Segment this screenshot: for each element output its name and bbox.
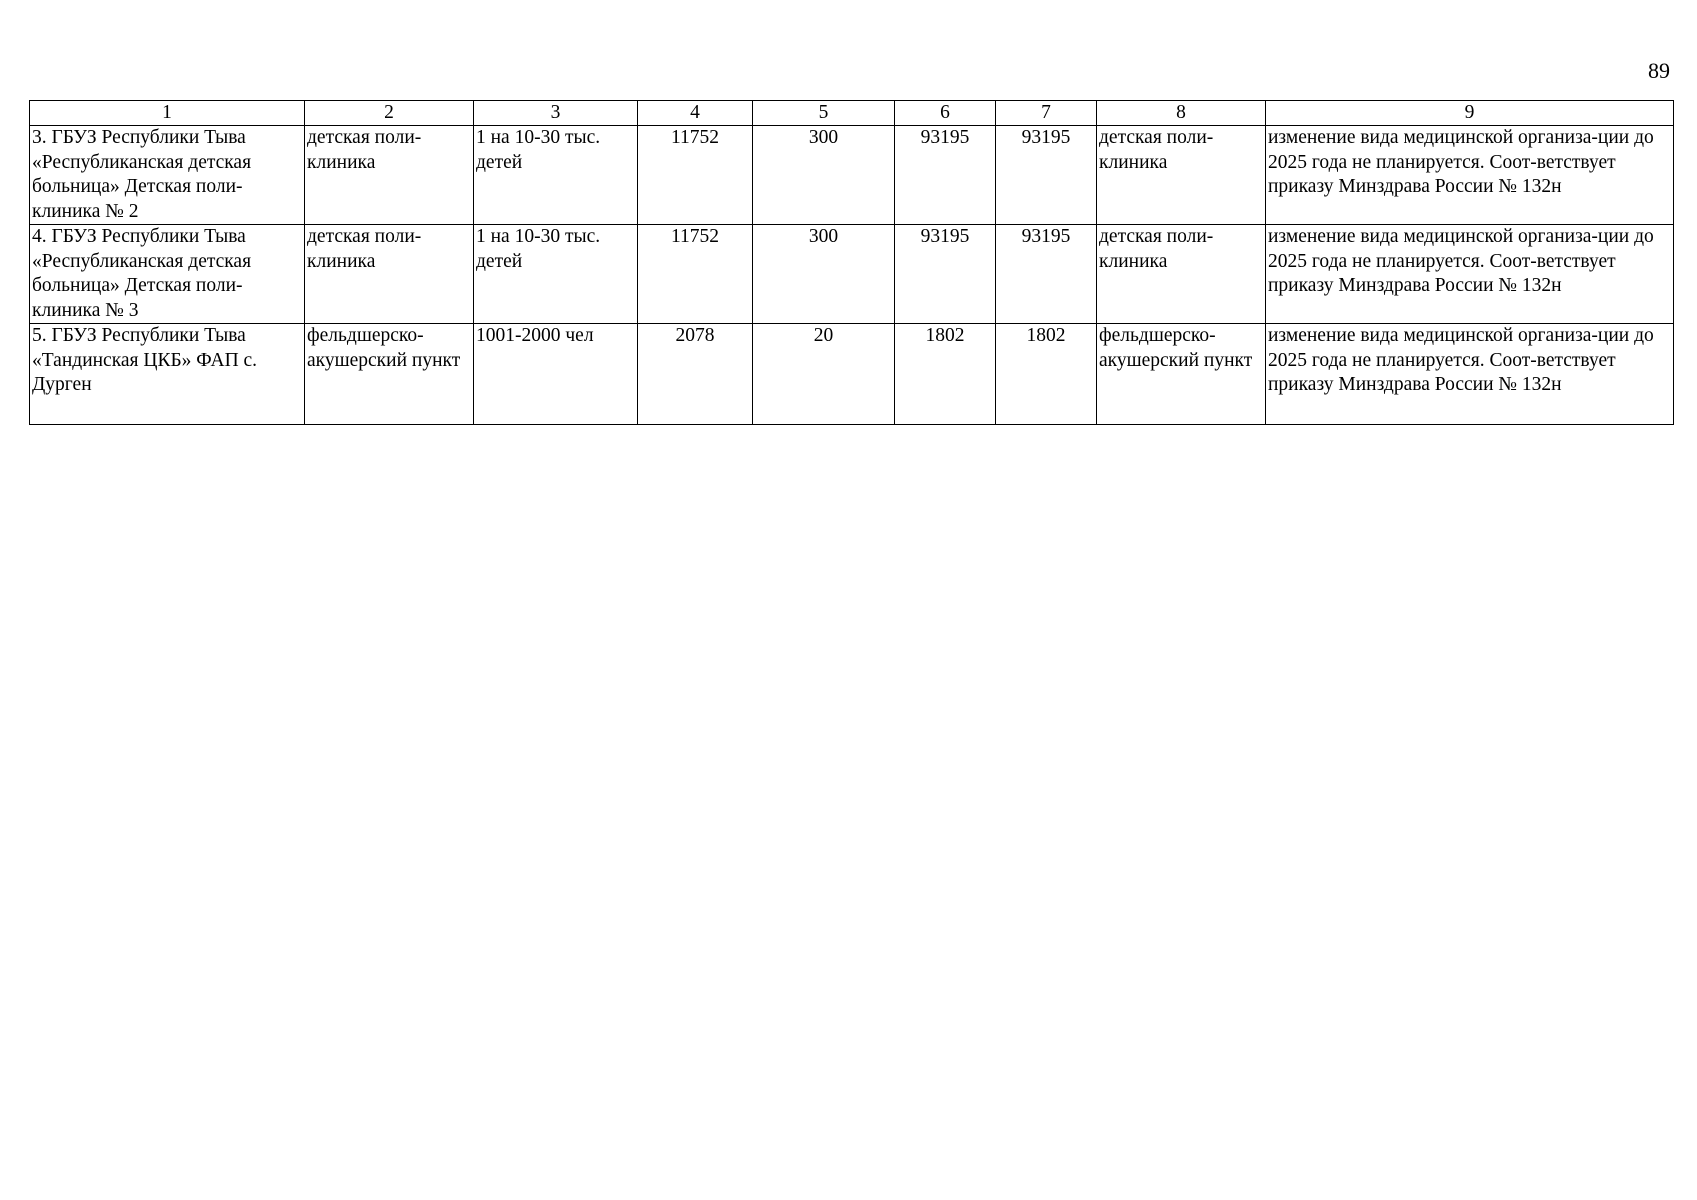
col5-cell: 20 bbox=[753, 324, 895, 425]
col7-cell: 1802 bbox=[996, 324, 1097, 425]
facilities-table bbox=[29, 100, 1674, 425]
header-cell-8: 8 bbox=[1097, 101, 1266, 126]
header-cell-2: 2 bbox=[305, 101, 474, 126]
recommended-type-cell: детская поли-клиника bbox=[1097, 225, 1266, 324]
table-row bbox=[30, 126, 1674, 225]
note-cell: изменение вида медицинской организа-ции до 2025 года не планируется. Соот-ветствует приказу Минздрава России № 132н bbox=[1266, 324, 1674, 425]
col4-cell: 11752 bbox=[638, 225, 753, 324]
header-row bbox=[30, 101, 1674, 126]
table-row bbox=[30, 324, 1674, 425]
organization-cell: 4. ГБУЗ Республики Тыва «Республиканская детская больница» Детская поли-клиника № 3 bbox=[30, 225, 305, 324]
recommended-type-cell: детская поли-клиника bbox=[1097, 126, 1266, 225]
col6-cell: 93195 bbox=[895, 225, 996, 324]
header-cell-3: 3 bbox=[474, 101, 638, 126]
header-cell-1: 1 bbox=[30, 101, 305, 126]
norm-cell: 1001-2000 чел bbox=[474, 324, 638, 425]
page-number: 89 bbox=[1648, 58, 1670, 83]
header-cell-7: 7 bbox=[996, 101, 1097, 126]
norm-cell: 1 на 10-30 тыс. детей bbox=[474, 225, 638, 324]
col4-cell: 11752 bbox=[638, 126, 753, 225]
col6-cell: 93195 bbox=[895, 126, 996, 225]
table-row bbox=[30, 225, 1674, 324]
note-cell: изменение вида медицинской организа-ции до 2025 года не планируется. Соот-ветствует приказу Минздрава России № 132н bbox=[1266, 225, 1674, 324]
col6-cell: 1802 bbox=[895, 324, 996, 425]
type-cell: детская поли-клиника bbox=[305, 126, 474, 225]
note-cell: изменение вида медицинской организа-ции до 2025 года не планируется. Соот-ветствует приказу Минздрава России № 132н bbox=[1266, 126, 1674, 225]
header-cell-9: 9 bbox=[1266, 101, 1674, 126]
header-cell-5: 5 bbox=[753, 101, 895, 126]
col5-cell: 300 bbox=[753, 126, 895, 225]
organization-cell: 3. ГБУЗ Республики Тыва «Республиканская детская больница» Детская поли-клиника № 2 bbox=[30, 126, 305, 225]
header-cell-6: 6 bbox=[895, 101, 996, 126]
norm-cell: 1 на 10-30 тыс. детей bbox=[474, 126, 638, 225]
col5-cell: 300 bbox=[753, 225, 895, 324]
col7-cell: 93195 bbox=[996, 126, 1097, 225]
organization-cell: 5. ГБУЗ Республики Тыва «Тандинская ЦКБ» ФАП с. Дурген bbox=[30, 324, 305, 425]
col4-cell: 2078 bbox=[638, 324, 753, 425]
type-cell: детская поли-клиника bbox=[305, 225, 474, 324]
header-cell-4: 4 bbox=[638, 101, 753, 126]
col7-cell: 93195 bbox=[996, 225, 1097, 324]
type-cell: фельдшерско-акушерский пункт bbox=[305, 324, 474, 425]
recommended-type-cell: фельдшерско-акушерский пункт bbox=[1097, 324, 1266, 425]
